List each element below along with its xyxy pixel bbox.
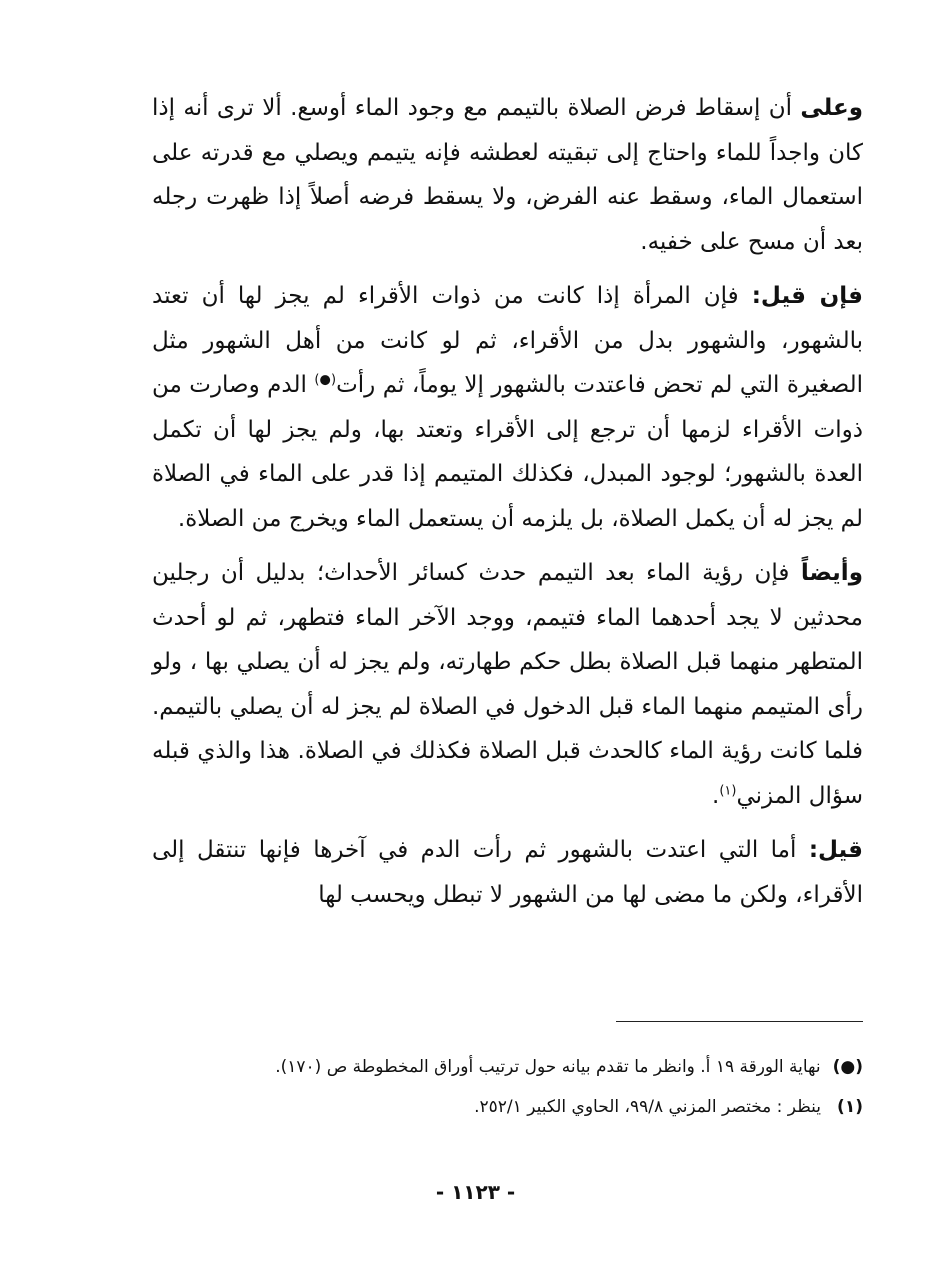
- paragraph-text: فإن المرأة إذا كانت من ذوات الأقراء لم يجز لها أن تعتد بالشهور، والشهور بدل من الأقراء، ثم لو كانت من أهل الشهور مثل الصغيرة التي لم تحض فاعتدت بالشهور إلا يوماً، ثم رأت: [152, 283, 863, 398]
- footnote: [152, 1052, 863, 1082]
- footnote-separator: [616, 1021, 863, 1022]
- footnote-marker: (●): [832, 1057, 863, 1077]
- main-text: [152, 86, 863, 927]
- paragraph-text: .: [712, 782, 720, 809]
- paragraph-lead: قيل:: [808, 837, 863, 863]
- paragraph-text: أما التي اعتدت بالشهور ثم رأت الدم في آخرها فإنها تنتقل إلى الأقراء، ولكن ما مضى لها من الشهور لا تبطل ويحسب لها: [152, 837, 863, 908]
- page-number: - ١١٢٣ -: [435, 1180, 516, 1204]
- paragraph-lead: وعلى: [800, 95, 863, 121]
- paragraph-1: [152, 86, 863, 264]
- paragraph-2: [152, 274, 863, 541]
- footnote-text: نهاية الورقة ١٩ أ. وانظر ما تقدم بيانه حول ترتيب أوراق المخطوطة ص (١٧٠).: [275, 1057, 821, 1077]
- paragraph-lead: وأيضاً: [800, 560, 863, 586]
- footnote-reference[interactable]: (١): [719, 782, 737, 798]
- footnote-text: ينظر : مختصر المزني ٩٩/٨، الحاوي الكبير ٢٥٢/١.: [474, 1097, 821, 1117]
- paragraph-4: [152, 828, 863, 917]
- footnotes: [152, 1052, 863, 1132]
- footnote-reference[interactable]: (●): [314, 372, 337, 388]
- footnote-marker: (١): [837, 1097, 863, 1117]
- paragraph-lead: فإن قيل:: [751, 283, 863, 309]
- paragraph-text: أن إسقاط فرض الصلاة بالتيمم مع وجود الماء أوسع. ألا ترى أنه إذا كان واجداً للماء واحتاج إلى تبقيته لعطشه فإنه يتيمم ويصلي مع قدرته على استعمال الماء، وسقط عنه الفرض، ولا يسقط فرضه أصلاً إذا ظهرت رجله بعد أن مسح على خفيه.: [152, 95, 863, 255]
- footnote: [152, 1092, 863, 1122]
- paragraph-3: [152, 551, 863, 818]
- paragraph-text: الدم وصارت من ذوات الأقراء لزمها أن ترجع إلى الأقراء وتعتد بها، ولم يجز لها أن تكمل العدة بالشهور؛ لوجود المبدل، فكذلك المتيمم إذا قدر على الماء في الصلاة لم يجز له أن يكمل الصلاة، بل يلزمه أن يستعمل الماء ويخرج من الصلاة.: [152, 372, 863, 532]
- paragraph-text: فإن رؤية الماء بعد التيمم حدث كسائر الأحداث؛ بدليل أن رجلين محدثين لا يجد أحدهما الماء فتيمم، ووجد الآخر الماء فتطهر، ثم لو أحدث المتطهر منهما قبل الصلاة بطل حكم طهارته، ولم يجز له أن يصلي بها ، ولو رأى المتيمم منهما الماء قبل الدخول في الصلاة لم يجز له أن يصلي بالتيمم. فلما كانت رؤية الماء كالحدث قبل الصلاة فكذلك في الصلاة. هذا والذي قبله سؤال المزني: [152, 560, 863, 809]
